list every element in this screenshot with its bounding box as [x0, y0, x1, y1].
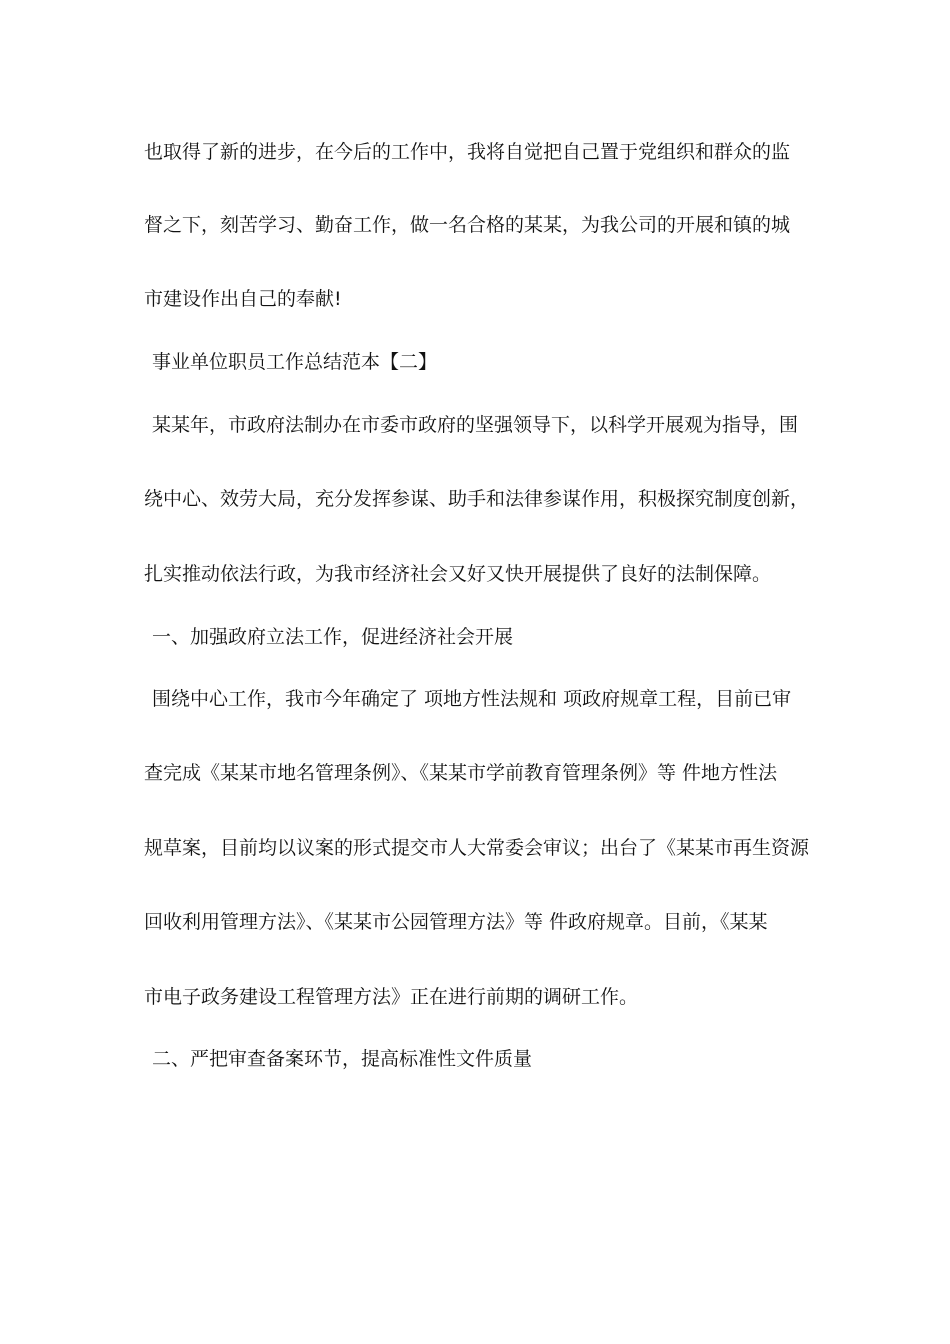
paragraph-line: 回收利用管理方法》、《某某市公园管理方法》等 件政府规章。目前，《某某 [144, 911, 768, 933]
paragraph-line: 扎实推动依法行政，为我市经济社会又好又快开展提供了良好的法制保障。 [144, 563, 772, 585]
paragraph-line: 查完成《某某市地名管理条例》、《某某市学前教育管理条例》等 件地方性法 [144, 762, 778, 784]
section-heading: 一、加强政府立法工作，促进经济社会开展 [152, 626, 514, 648]
paragraph-line: 市电子政务建设工程管理方法》正在进行前期的调研工作。 [144, 986, 639, 1008]
paragraph-line: 市建设作出自己的奉献! [144, 288, 342, 310]
section-heading: 事业单位职员工作总结范本【二】 [152, 351, 438, 373]
paragraph-line: 督之下，刻苦学习、勤奋工作，做一名合格的某某，为我公司的开展和镇的城 [144, 214, 791, 236]
paragraph-line: 某某年，市政府法制办在市委市政府的坚强领导下，以科学开展观为指导，围 [152, 414, 799, 436]
section-heading: 二、严把审查备案环节，提高标准性文件质量 [152, 1048, 533, 1070]
paragraph-line: 绕中心、效劳大局，充分发挥参谋、助手和法律参谋作用，积极探究制度创新， [144, 488, 810, 510]
paragraph-line: 规草案，目前均以议案的形式提交市人大常委会审议；出台了《某某市再生资源 [144, 837, 810, 859]
paragraph-line: 也取得了新的进步，在今后的工作中，我将自觉把自己置于党组织和群众的监 [144, 141, 791, 163]
paragraph-line: 围绕中心工作，我市今年确定了 项地方性法规和 项政府规章工程，目前已审 [152, 688, 792, 710]
